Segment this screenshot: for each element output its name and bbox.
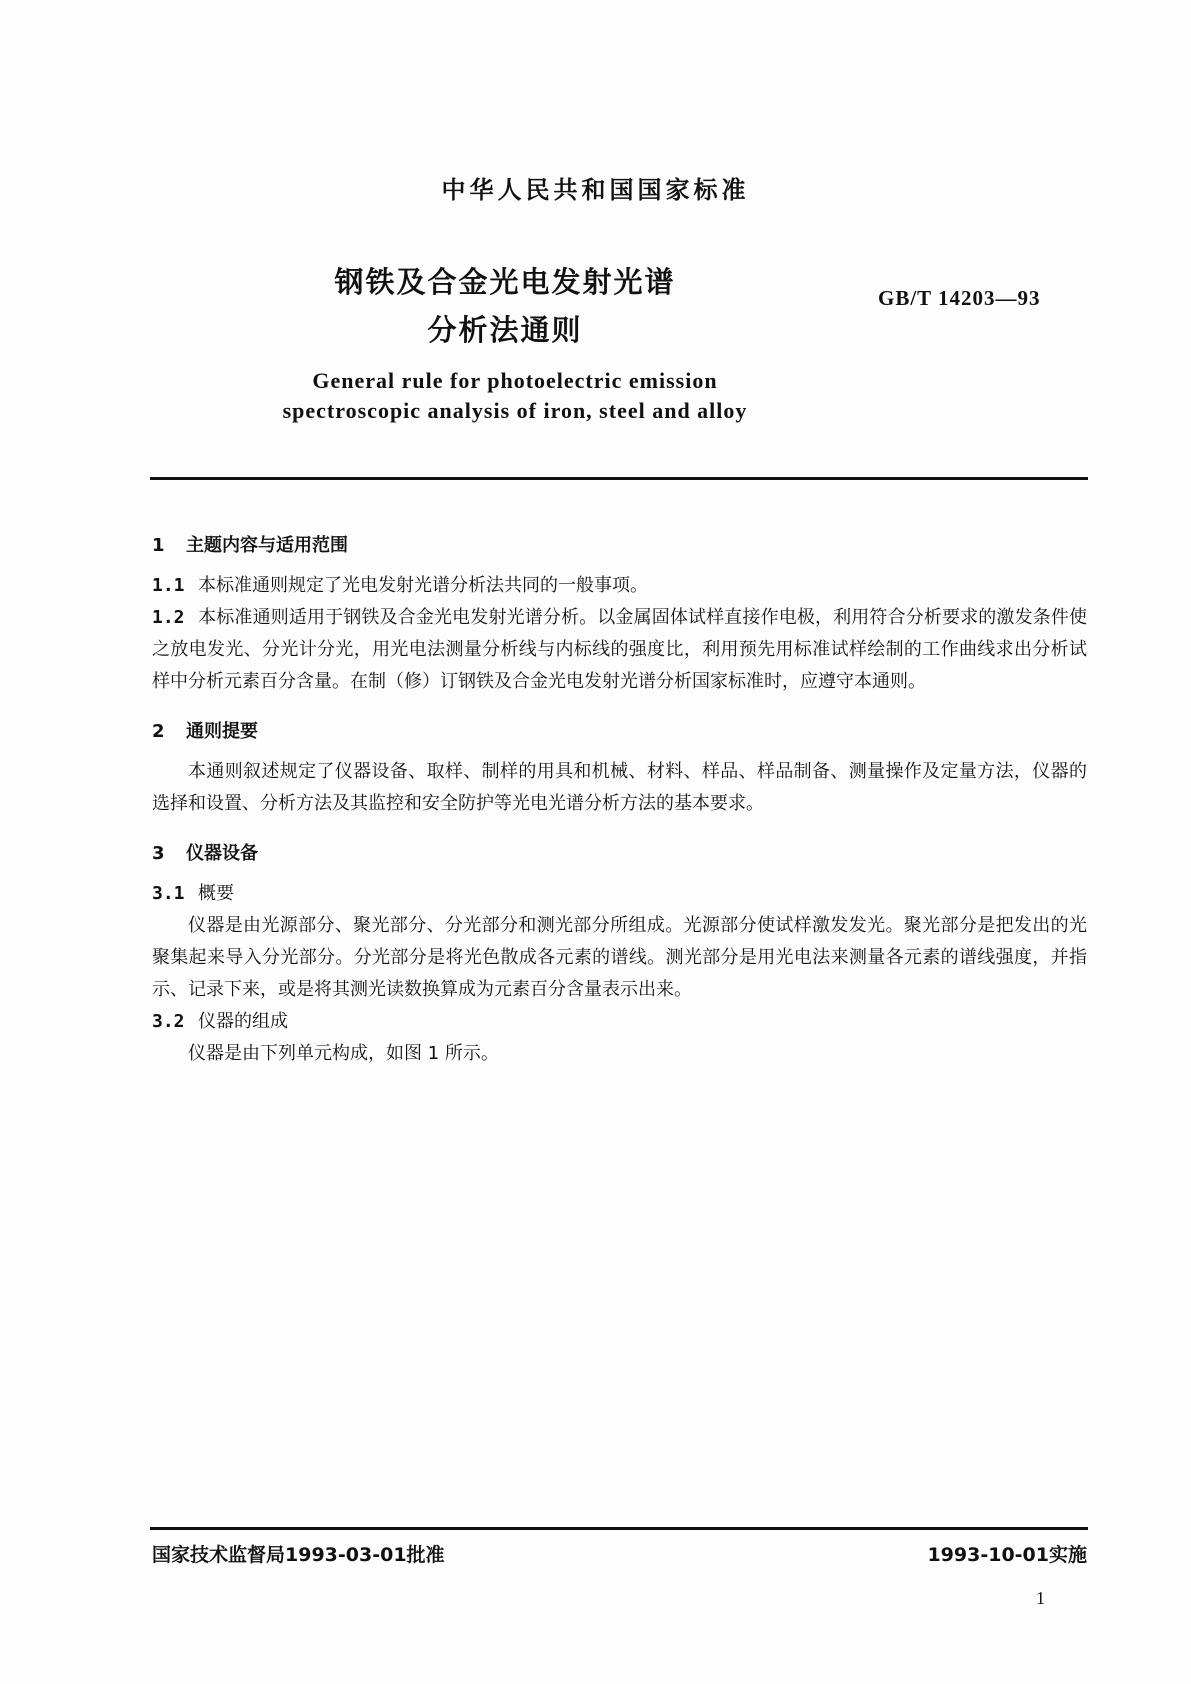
national-standard-heading: 中华人民共和国国家标准 bbox=[441, 176, 750, 204]
clause-1-2-number: 1.2 bbox=[152, 607, 185, 628]
chinese-title-line-1: 钢铁及合金光电发射光谱 bbox=[334, 265, 676, 299]
page-number: 1 bbox=[1036, 1588, 1045, 1608]
document-body bbox=[152, 520, 1087, 1070]
english-title-line-1: General rule for photoelectric emission bbox=[312, 368, 718, 393]
clause-1-2 bbox=[152, 602, 1087, 698]
clause-3-2-heading bbox=[152, 1006, 1087, 1038]
clause-3-2-title: 仪器的组成 bbox=[198, 1011, 288, 1032]
section-2-paragraph: 本通则叙述规定了仪器设备、取样、制样的用具和机械、材料、样品、样品制备、测量操作及定量方法，仪器的选择和设置、分析方法及其监控和安全防护等光电光谱分析方法的基本要求。 bbox=[152, 761, 1087, 814]
header-divider bbox=[150, 477, 1088, 480]
section-3-title: 仪器设备 bbox=[186, 843, 258, 864]
clause-1-2-text: 本标准通则适用于钢铁及合金光电发射光谱分析。以金属固体试样直接作电极，利用符合分析要求的激发条件使之放电发光、分光计分光，用光电法测量分析线与内标线的强度比，利用预先用标准试样绘制的工作曲线求出分析试样中分析元素百分含量。在制（修）订钢铁及合金光电发射光谱分析国家标准时，应遵守本通则。 bbox=[152, 607, 1087, 692]
clause-1-1 bbox=[152, 570, 1087, 602]
clause-3-1-title: 概要 bbox=[198, 883, 234, 904]
clause-1-1-text: 本标准通则规定了光电发射光谱分析法共同的一般事项。 bbox=[198, 575, 648, 596]
section-1-number: 1 bbox=[152, 535, 165, 556]
clause-3-1-heading bbox=[152, 878, 1087, 910]
standard-code: GB/T 14203—93 bbox=[878, 286, 1041, 310]
implementation-date: 1993-10-01实施 bbox=[927, 1544, 1087, 1566]
section-2-heading bbox=[152, 716, 1087, 748]
clause-3-2-paragraph: 仪器是由下列单元构成，如图 1 所示。 bbox=[188, 1043, 499, 1064]
clause-3-1-number: 3.1 bbox=[152, 883, 185, 904]
section-1-title: 主题内容与适用范围 bbox=[186, 535, 348, 556]
approval-note: 国家技术监督局1993-03-01批准 bbox=[152, 1544, 445, 1566]
footer-divider bbox=[150, 1527, 1088, 1530]
chinese-title-line-2: 分析法通则 bbox=[427, 313, 583, 347]
section-3-heading bbox=[152, 838, 1087, 870]
english-title-line-2: spectroscopic analysis of iron, steel and alloy bbox=[282, 398, 748, 423]
section-2-number: 2 bbox=[152, 721, 165, 742]
english-title bbox=[220, 366, 810, 426]
section-2-title: 通则提要 bbox=[186, 721, 258, 742]
chinese-title bbox=[280, 258, 730, 354]
clause-3-2-number: 3.2 bbox=[152, 1011, 185, 1032]
section-3-number: 3 bbox=[152, 843, 165, 864]
clause-1-1-number: 1.1 bbox=[152, 575, 185, 596]
section-1-heading bbox=[152, 530, 1087, 562]
clause-3-1-paragraph: 仪器是由光源部分、聚光部分、分光部分和测光部分所组成。光源部分使试样激发发光。聚光部分是把发出的光聚集起来导入分光部分。分光部分是将光色散成各元素的谱线。测光部分是用光电法来测量各元素的谱线强度，并指示、记录下来，或是将其测光读数换算成为元素百分含量表示出来。 bbox=[152, 915, 1087, 1000]
